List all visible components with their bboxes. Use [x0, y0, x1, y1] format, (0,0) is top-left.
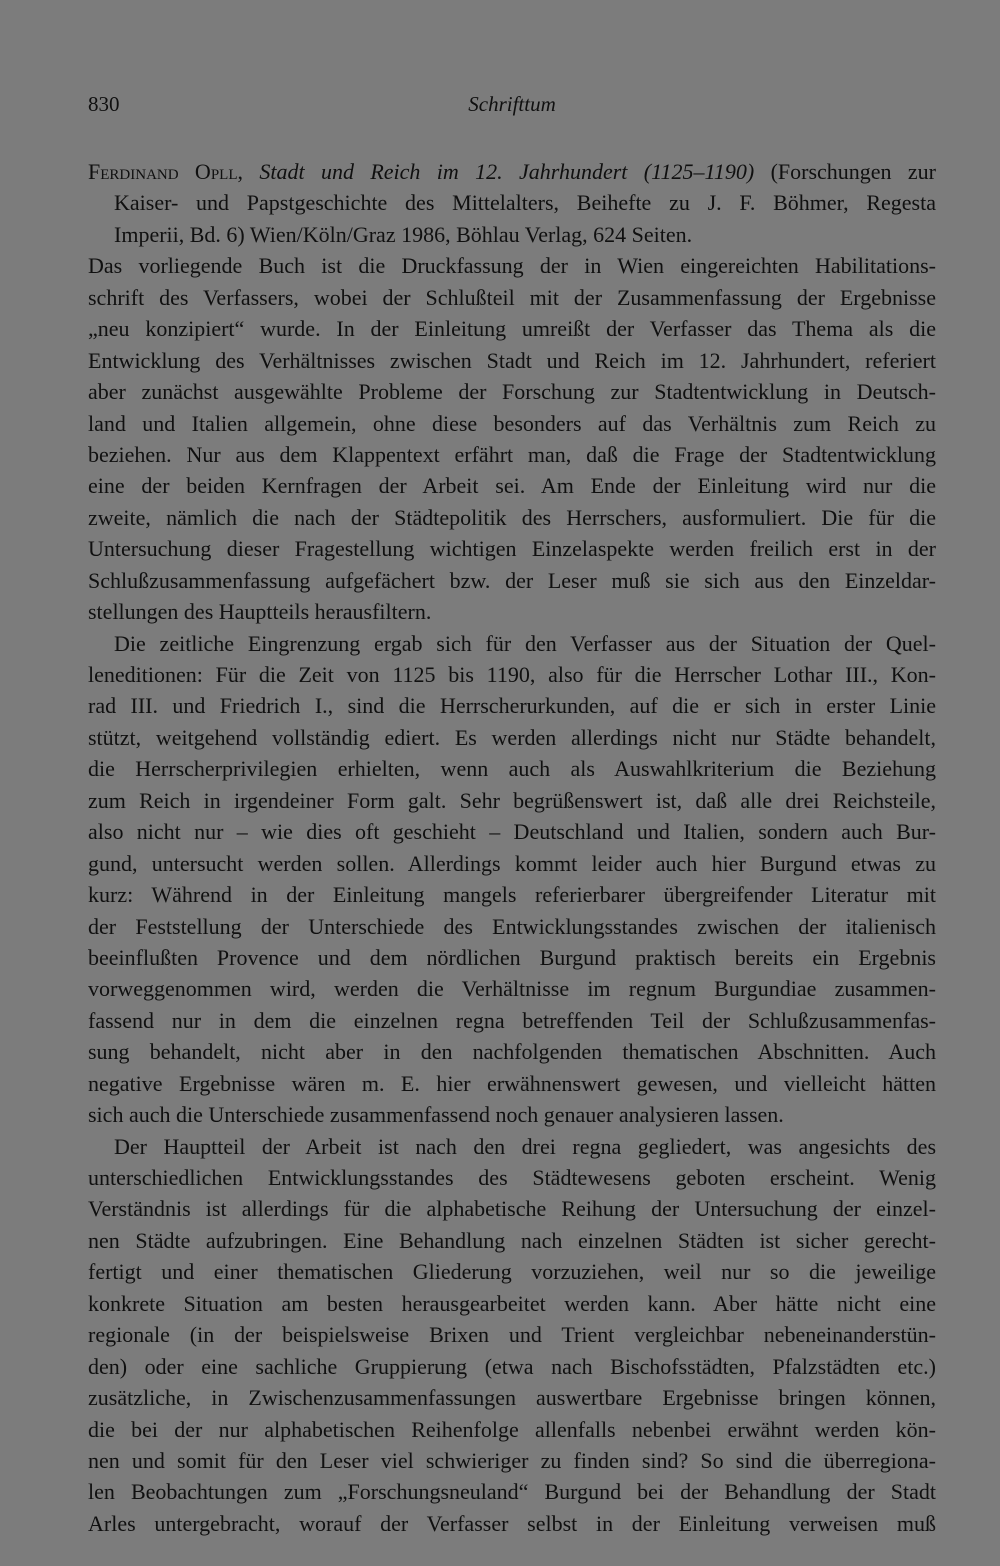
text-line: nen Städte aufzubringen. Eine Behandlung nach einzelnen Städten ist sicher gerecht- — [88, 1227, 936, 1253]
text-line: die bei der nur alphabetischen Reihenfolge allenfalls nebenbei erwähnt werden kön- — [88, 1416, 936, 1442]
text-line: unterschiedlichen Entwicklungsstandes des Städtewesens geboten erscheint. Wenig — [88, 1165, 936, 1190]
text-line: die Herrscherprivilegien erhielten, wenn auch als Auswahlkriterium die Beziehung — [88, 756, 936, 782]
text-line: also nicht nur – wie dies oft geschieht – Deutschland und Italien, sondern auch Bur- — [88, 819, 936, 845]
text-line: fassend nur in dem die einzelnen regna betreffenden Teil der Schlußzusammenfas- — [88, 1007, 936, 1033]
text-line: len Beobachtungen zum „Forschungsneuland“ Burgund bei der Behandlung der Stadt — [88, 1479, 936, 1505]
paragraph-2 — [88, 628, 936, 1131]
text-line: Entwicklung des Verhältnisses zwischen Stadt und Reich im 12. Jahrhundert, referiert — [88, 347, 936, 373]
running-title: Schrifttum — [468, 92, 556, 116]
text-line: beziehen. Nur aus dem Klappentext erfährt man, daß die Frage der Stadtentwicklung — [88, 441, 936, 467]
text-line: leneditionen: Für die Zeit von 1125 bis 1190, also für die Herrscher Lothar III., Kon- — [88, 662, 936, 687]
citation-series: (Forschungen zur — [770, 159, 937, 184]
page-header — [88, 92, 936, 122]
text-line: Die zeitliche Eingrenzung ergab sich für den Verfasser aus der Situation der Quel- — [114, 630, 936, 656]
text-line: schrift des Verfassers, wobei der Schlußteil mit der Zusammenfassung der Ergebnisse — [88, 284, 936, 310]
text-line: gund, untersucht werden sollen. Allerdings kommt leider auch hier Burgund etwas zu — [88, 850, 936, 876]
text-line: zusätzliche, in Zwischenzusammenfassungen auswertbare Ergebnisse bringen können, — [88, 1385, 936, 1411]
text-line: Das vorliegende Buch ist die Druckfassung der in Wien eingereichten Habilitations- — [88, 253, 936, 279]
text-line: kurz: Während in der Einleitung mangels referierbarer übergreifender Literatur mit — [88, 882, 936, 908]
text-line: zweite, nämlich die nach der Städtepolitik des Herrschers, ausformuliert. Die für die — [88, 504, 936, 530]
citation-title: Stadt und Reich im 12. Jahrhundert (1125–1190) — [259, 159, 755, 184]
text-line: zum Reich in irgendeiner Form galt. Sehr begrüßenswert ist, daß alle drei Reichsteile, — [88, 787, 936, 813]
text-line: Verständnis ist allerdings für die alphabetische Reihung der Untersuchung der einzel- — [88, 1196, 936, 1222]
text-line: rad III. und Friedrich I., sind die Herrscherurkunden, auf die er sich in erster Linie — [88, 693, 936, 719]
body-text — [88, 156, 936, 1539]
text-line: regionale (in der beispielsweise Brixen und Trient vergleichbar nebeneinanderstün- — [88, 1322, 936, 1348]
citation-line — [88, 156, 936, 187]
bibliographic-citation — [88, 156, 936, 250]
page-number: 830 — [88, 92, 120, 116]
text-line: Der Hauptteil der Arbeit ist nach den drei regna gegliedert, was angesichts des — [114, 1133, 936, 1159]
citation-line: Imperii, Bd. 6) Wien/Köln/Graz 1986, Böhlau Verlag, 624 Seiten. — [114, 221, 693, 247]
text-line: nen und somit für den Leser viel schwieriger zu finden sind? So sind die überregiona- — [88, 1447, 936, 1473]
text-line: Schlußzusammenfassung aufgefächert bzw. der Leser muß sie sich aus den Einzeldar- — [88, 567, 936, 593]
text-line: beeinflußten Provence und dem nördlichen Burgund praktisch bereits ein Ergebnis — [88, 944, 936, 970]
text-line: Untersuchung dieser Fragestellung wichtigen Einzelaspekte werden freilich erst in der — [88, 536, 936, 562]
text-line: aber zunächst ausgewählte Probleme der Forschung zur Stadtentwicklung in Deutsch- — [88, 379, 936, 405]
text-line: negative Ergebnisse wären m. E. hier erwähnenswert gewesen, und vielleicht hätten — [88, 1070, 936, 1096]
text-line: vorweggenommen wird, werden die Verhältnisse im regnum Burgundiae zusammen- — [88, 976, 936, 1002]
text-line: sich auch die Unterschiede zusammenfassend noch genauer analysieren lassen. — [88, 1102, 784, 1128]
text-line: eine der beiden Kernfragen der Arbeit sei. Am Ende der Einleitung wird nur die — [88, 473, 936, 499]
citation-author: Ferdinand Opll, — [88, 159, 243, 184]
text-line: sung behandelt, nicht aber in den nachfolgenden thematischen Abschnitten. Auch — [88, 1039, 936, 1065]
text-line: land und Italien allgemein, ohne diese besonders auf das Verhältnis zum Reich zu — [88, 410, 936, 436]
citation-line: Kaiser- und Papstgeschichte des Mittelalters, Beihefte zu J. F. Böhmer, Regesta — [114, 190, 936, 216]
text-line: stellungen des Hauptteils herausfiltern. — [88, 599, 432, 625]
paragraph-3 — [88, 1131, 936, 1540]
paragraph-1 — [88, 250, 936, 627]
text-line: „neu konzipiert“ wurde. In der Einleitung umreißt der Verfasser das Thema als die — [88, 316, 936, 342]
text-line: den) oder eine sachliche Gruppierung (etwa nach Bischofsstädten, Pfalzstädten etc.) — [88, 1353, 936, 1379]
text-line: der Feststellung der Unterschiede des Entwicklungsstandes zwischen der italienisch — [88, 913, 936, 939]
text-line: konkrete Situation am besten herausgearbeitet werden kann. Aber hätte nicht eine — [88, 1290, 936, 1316]
text-line: stützt, weitgehend vollständig ediert. Es werden allerdings nicht nur Städte behandelt, — [88, 724, 936, 750]
text-line: Arles untergebracht, worauf der Verfasser selbst in der Einleitung verweisen muß — [88, 1510, 936, 1536]
text-line: fertigt und einer thematischen Gliederung vorzuziehen, weil nur so die jeweilige — [88, 1259, 936, 1285]
